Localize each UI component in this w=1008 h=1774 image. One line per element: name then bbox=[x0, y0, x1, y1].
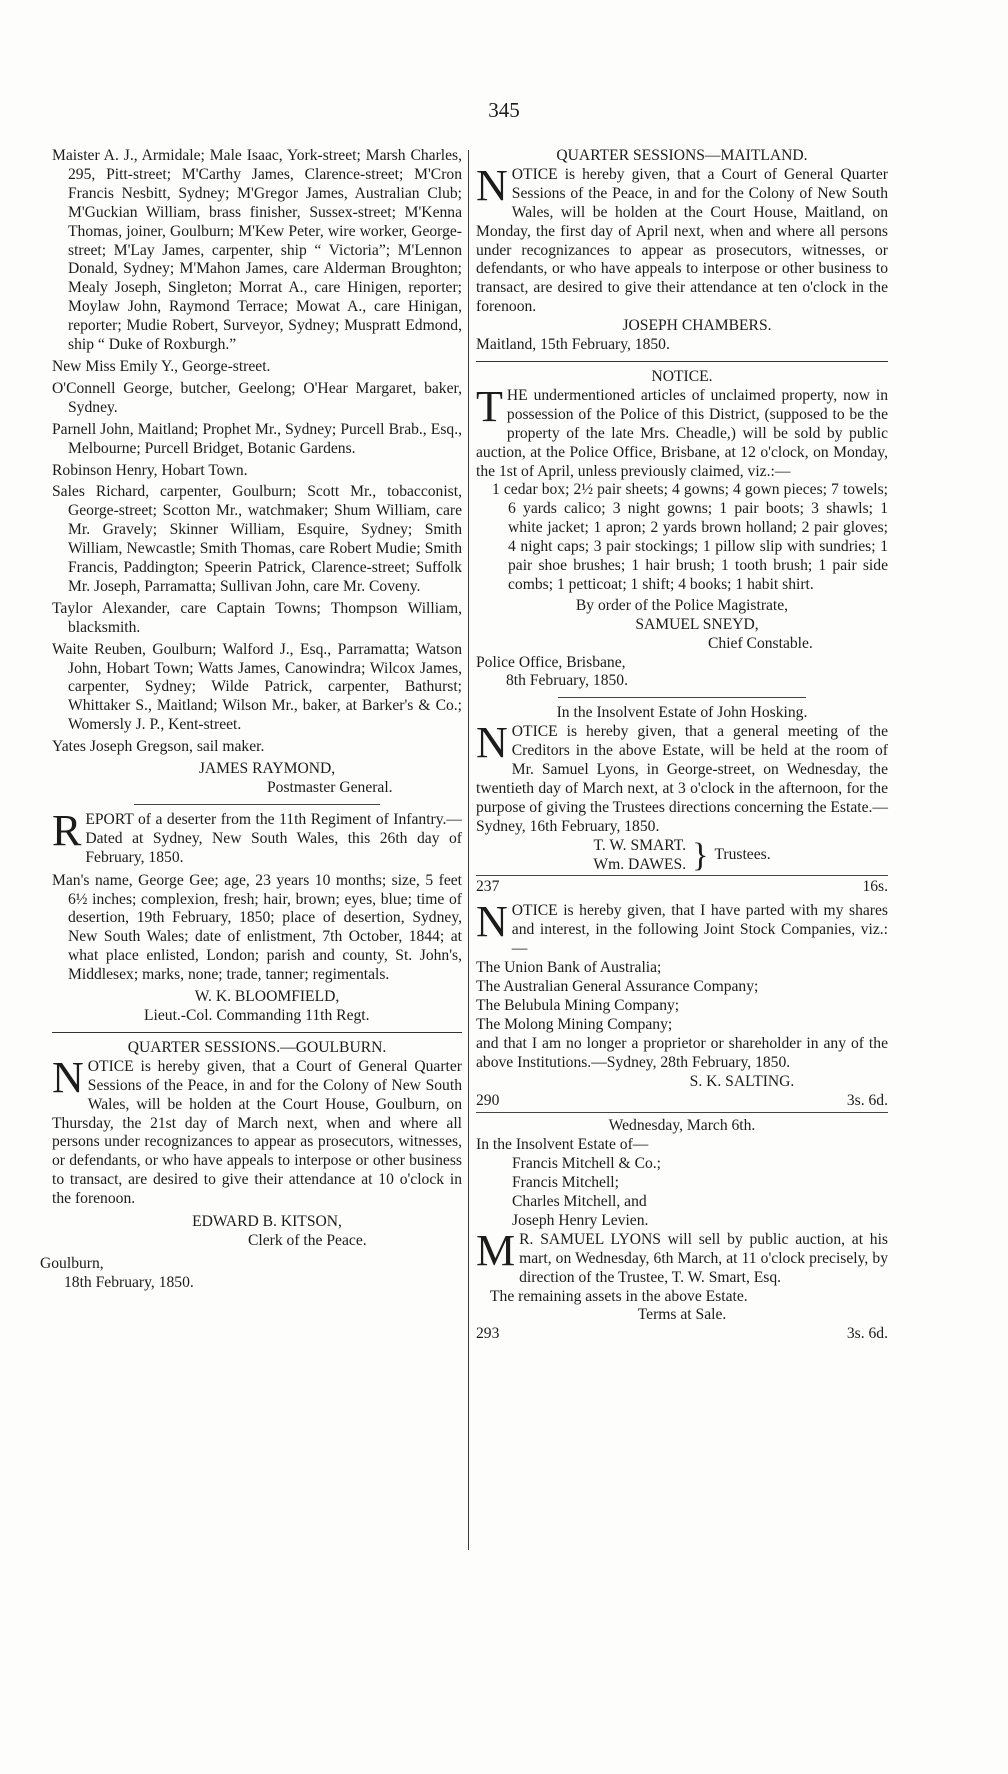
drop-cap: T bbox=[476, 381, 503, 431]
report-signature-title: Lieut.-Col. Commanding 11th Regt. bbox=[144, 1006, 370, 1024]
goulburn-heading: QUARTER SESSIONS.—GOULBURN. bbox=[127, 1038, 387, 1056]
maitland-body: OTICE is hereby given, that a Court of General Quarter Sessions of the Peace, in and for the Colony of New South Wales, will be holden at the Court House, Maitland, on Monday, the first day of April next, when and where all persons under recognizances to appear as prosecutors, witnesses, or defendants, or who have appeals to interpose or other business to transact, are desired to give their attendance at ten o'clock in the forenoon. bbox=[476, 165, 888, 316]
goulburn-signature: EDWARD B. KITSON, bbox=[192, 1213, 342, 1231]
right-column bbox=[476, 147, 888, 1344]
brace-icon: } bbox=[692, 836, 709, 874]
company-item: The Molong Mining Company; bbox=[476, 1015, 673, 1033]
drop-cap: N bbox=[476, 897, 508, 947]
hosking-notice bbox=[476, 718, 888, 836]
maitland-heading: QUARTER SESSIONS—MAITLAND. bbox=[556, 147, 808, 164]
salting-signature: S. K. SALTING. bbox=[689, 1072, 795, 1090]
deserter-report bbox=[52, 805, 462, 868]
hosking-body: OTICE is hereby given, that a general meeting of the Creditors in the above Estate, will be held at the room of Mr. Samuel Lyons, in George-street, on Wednesday, the twentieth day of March next, at 3 o'clock in the afternoon, for the purpose of giving the Trustees directions concerning the Estate.—Sydney, 16th February, 1850. bbox=[476, 723, 888, 835]
notice-items: 1 cedar box; 2½ pair sheets; 4 gowns; 4 gown pieces; 7 towels; 6 yards calico; 3 night gowns; 1 pair boots; 3 shawls; 1 white jacket; 1 apron; 2 yards brown holland; 2 pair gloves; 4 night caps; 3 pair stockings; 1 pillow slip with sundries; 1 pair shoe brushes; 1 hair brush; 1 tooth brush; 1 pair side combs; 1 petticoat; 1 shift; 4 books; 1 habit shirt. bbox=[492, 481, 888, 593]
report-signature: W. K. BLOOMFIELD, bbox=[194, 988, 340, 1006]
advert-fee: 3s. 6d. bbox=[846, 1091, 888, 1109]
maitland-signature: JOSEPH CHAMBERS. bbox=[622, 317, 772, 335]
list-entry: New Miss Emily Y., George-street. bbox=[52, 357, 271, 375]
hosking-heading: In the Insolvent Estate of John Hosking. bbox=[556, 704, 808, 722]
column-divider bbox=[468, 150, 469, 1550]
postmaster-name: JAMES RAYMOND, bbox=[198, 760, 336, 778]
advert-number: 293 bbox=[476, 1325, 500, 1343]
notice-order: By order of the Police Magistrate, bbox=[575, 596, 789, 614]
notice-date: 8th February, 1850. bbox=[506, 672, 628, 690]
report-intro: EPORT of a deserter from the 11th Regiment of Infantry.—Dated at Sydney, New South Wales, this 26th day of February, 1850. bbox=[85, 810, 462, 866]
notice-body: HE undermentioned articles of unclaimed property, now in possession of the Police of this District, (supposed to be the property of the late Mrs. Cheadle,) will be sold by public auction, at the Police Office, Brisbane, at 12 o'clock, on Monday, the 1st of April, unless previously claimed, viz.:— bbox=[476, 386, 888, 480]
postmaster-title: Postmaster General. bbox=[267, 779, 393, 796]
drop-cap: R bbox=[52, 805, 82, 855]
notice-place: Police Office, Brisbane, bbox=[476, 653, 626, 671]
list-entry: Sales Richard, carpenter, Goulburn; Scott Mr., tobacconist, George-street; Scotton Mr., watchmaker; Shum William, care Mr. Gravely; Skinner William, Esquire, Sydney; Smith William, Newcastle; Smith Thomas, care Robert Mudie; Smith Francis, Paddington; Speerin Patrick, Clarence-street; Suffolk Mr. Joseph, Parramatta; Sullivan John, care Mr. Coveny. bbox=[52, 483, 462, 595]
advert-footer bbox=[476, 875, 888, 897]
insolvent-name: Joseph Henry Levien. bbox=[512, 1211, 649, 1229]
divider bbox=[134, 804, 380, 805]
drop-cap: M bbox=[476, 1225, 516, 1275]
goulburn-date: 18th February, 1850. bbox=[64, 1273, 194, 1291]
trustee-name: Wm. DAWES. bbox=[593, 855, 687, 873]
left-column bbox=[40, 147, 462, 1293]
list-entry: O'Connell George, butcher, Geelong; O'Hear Margaret, baker, Sydney. bbox=[52, 379, 462, 416]
lyons-remaining: The remaining assets in the above Estate. bbox=[490, 1287, 748, 1305]
drop-cap: N bbox=[52, 1052, 84, 1102]
advert-footer bbox=[476, 1092, 888, 1114]
advert-footer bbox=[476, 1325, 888, 1344]
trustee-name: T. W. SMART. bbox=[593, 836, 686, 854]
salting-notice bbox=[476, 897, 888, 959]
list-entry: Robinson Henry, Hobart Town. bbox=[52, 461, 248, 479]
maitland-notice bbox=[476, 160, 888, 317]
salting-body: OTICE is hereby given, that I have parted with my shares and interest, in the following Joint Stock Companies, viz.:— bbox=[511, 902, 888, 958]
trustees-label: Trustees. bbox=[714, 846, 771, 864]
notice-signature: SAMUEL SNEYD, bbox=[635, 615, 759, 633]
notice-signature-title: Chief Constable. bbox=[708, 634, 813, 652]
trustees-block bbox=[476, 837, 888, 875]
goulburn-notice bbox=[52, 1052, 462, 1209]
goulburn-signature-title: Clerk of the Peace. bbox=[248, 1231, 367, 1249]
list-entry: Waite Reuben, Goulburn; Walford J., Esq., Parramatta; Watson John, Hobart Town; Watts James, Canowindra; Wilcox James, carpenter, Sydney; Wilde Patrick, carpenter, Bathurst; Whittaker S., Maitland; Wilson Mr., baker, at Barker's & Co.; Womersly J. P., Kent-street. bbox=[52, 640, 462, 734]
insolvent-name: Francis Mitchell & Co.; bbox=[512, 1155, 661, 1173]
advert-fee: 3s. 6d. bbox=[846, 1325, 888, 1343]
salting-closing: and that I am no longer a proprietor or shareholder in any of the above Institutions.—Sydney, 28th February, 1850. bbox=[476, 1034, 888, 1071]
lyons-body: R. SAMUEL LYONS will sell by public auction, at his mart, on Wednesday, 6th March, at 11 o'clock precisely, by direction of the Trustee, T. W. Smart, Esq. bbox=[519, 1230, 888, 1286]
list-entry: Taylor Alexander, care Captain Towns; Thompson William, blacksmith. bbox=[52, 599, 462, 636]
list-entry: Yates Joseph Gregson, sail maker. bbox=[52, 738, 265, 756]
divider bbox=[558, 697, 805, 698]
drop-cap: N bbox=[476, 718, 508, 768]
page-number: 345 bbox=[488, 98, 520, 122]
list-entry: Parnell John, Maitland; Prophet Mr., Sydney; Purcell Brab., Esq., Melbourne; Purcell Bridget, Botanic Gardens. bbox=[52, 420, 462, 457]
advert-number: 290 bbox=[476, 1091, 500, 1109]
drop-cap: N bbox=[476, 160, 508, 210]
lyons-names bbox=[476, 1155, 888, 1231]
lyons-date: Wednesday, March 6th. bbox=[608, 1117, 756, 1135]
insolvent-name: Charles Mitchell, and bbox=[512, 1193, 647, 1211]
advert-fee: 16s. bbox=[862, 877, 888, 895]
lyons-intro: In the Insolvent Estate of— bbox=[476, 1136, 649, 1154]
goulburn-place: Goulburn, bbox=[40, 1254, 104, 1272]
list-entry: Maister A. J., Armidale; Male Isaac, York-street; Marsh Charles, 295, Pitt-street; M'Carthy James, Clarence-street; M'Cron Francis Nesbitt, Sydney; M'Gregor James, Australian Club; M'Guckian William, brass finisher, Sussex-street; M'Kenna Thomas, joiner, Goulburn; M'Kew Peter, wire worker, George-street; M'Lay James, carpenter, ship “ Victoria”; M'Lennon Donald, Sydney; M'Mahon James, care Alderman Broughton; Mealy Joseph, Singleton; Morrat A., care Hinigen, reporter; Moylaw John, Raymond Terrace; Mowat A., care Hinigan, reporter; Mudie Robert, Surveyor, Sydney; Muspratt Edmond, ship “ Duke of Roxburgh.” bbox=[52, 147, 462, 354]
goulburn-body: OTICE is hereby given, that a Court of General Quarter Sessions of the Peace, in and for the Colony of New South Wales, will be holden at the Court House, Goulburn, on Thursday, the 21st day of March next, when and where all persons under recognizances to appear as prosecutors, witnesses, or defendants, or who have appeals to interpose or other business to transact, are desired to give their attendance at 10 o'clock in the forenoon. bbox=[52, 1057, 462, 1208]
maitland-dateline: Maitland, 15th February, 1850. bbox=[476, 336, 670, 354]
insolvent-name: Francis Mitchell; bbox=[512, 1174, 619, 1192]
unclaimed-notice bbox=[476, 381, 888, 482]
divider bbox=[476, 361, 888, 362]
notice-heading: NOTICE. bbox=[651, 367, 713, 385]
company-item: The Union Bank of Australia; bbox=[476, 959, 662, 977]
company-item: The Australian General Assurance Company; bbox=[476, 978, 759, 996]
lyons-terms: Terms at Sale. bbox=[637, 1306, 727, 1324]
divider bbox=[52, 1032, 462, 1033]
report-details: Man's name, George Gee; age, 23 years 10 months; size, 5 feet 6½ inches; complexion, fresh; hair, brown; eyes, blue; time of desertion, 19th February, 1850; place of desertion, Sydney, New South Wales; date of enlistment, 7th October, 1844; at what place enlisted, London; parish and county, St. John's, Middlesex; marks, none; trade, tanner; regimentals. bbox=[52, 871, 462, 984]
company-item: The Belubula Mining Company; bbox=[476, 996, 680, 1014]
lyons-notice bbox=[476, 1225, 888, 1288]
advert-number: 237 bbox=[476, 877, 500, 895]
